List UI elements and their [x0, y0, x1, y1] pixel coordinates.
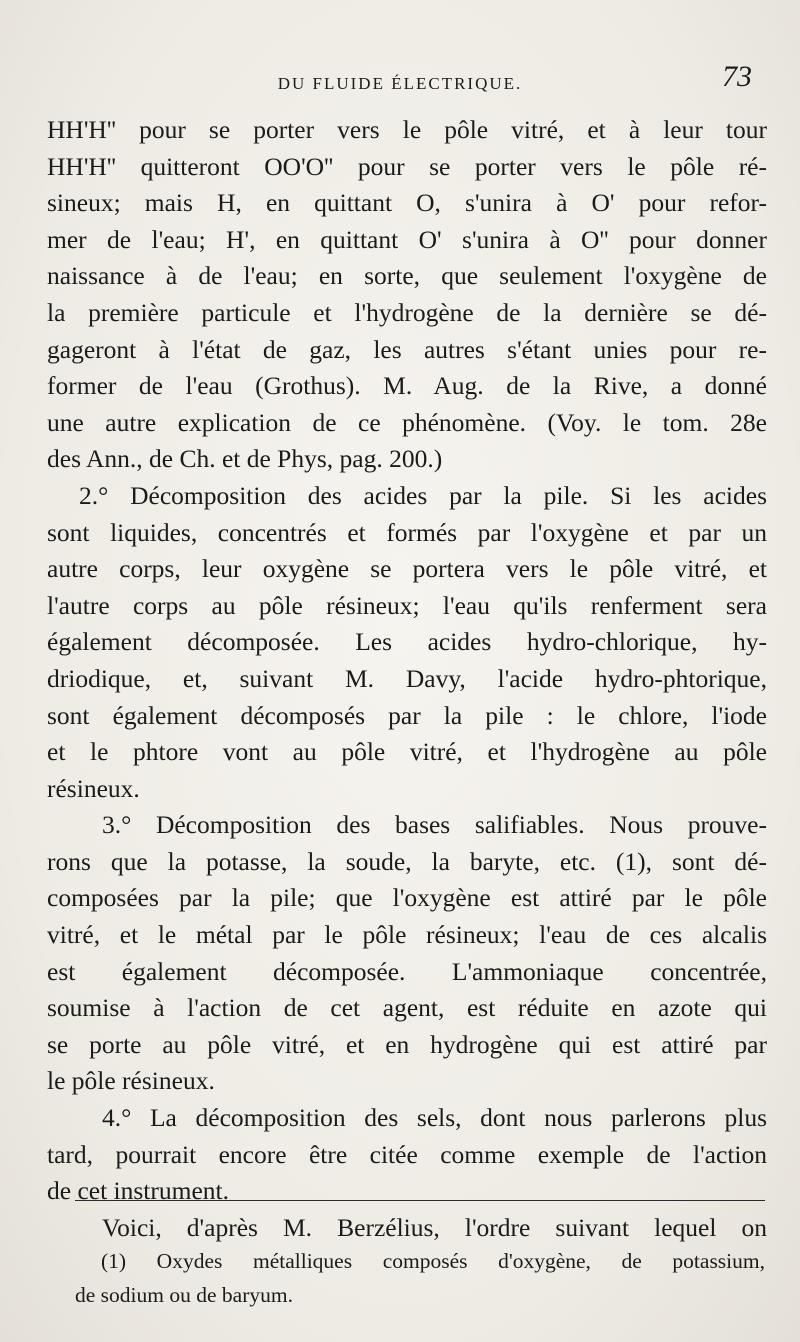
- footnote: [75, 1244, 765, 1312]
- text-line: la première particule et l'hydrogène de la dernière se dé-: [47, 297, 767, 327]
- text-line: autre corps, leur oxygène se portera vers le pôle vitré, et: [47, 554, 767, 584]
- text-line: se porte au pôle vitré, et en hydrogène qui est attiré par: [47, 1029, 767, 1059]
- text-line: soumise à l'action de cet agent, est réduite en azote qui: [47, 993, 767, 1023]
- text-line: driodique, et, suivant M. Davy, l'acide hydro-phtorique,: [47, 663, 767, 693]
- text-line: HH'H'' quitteront OO'O'' pour se porter vers le pôle ré-: [47, 151, 767, 181]
- text-line: et le phtore vont au pôle vitré, et l'hydrogène au pôle: [47, 737, 767, 767]
- text-line: mer de l'eau; H', en quittant O' s'unira à O'' pour donner: [47, 224, 767, 254]
- page-number: 73: [722, 60, 752, 93]
- text-line: Voici, d'après M. Berzélius, l'ordre suivant lequel on: [102, 1212, 767, 1242]
- section-heading-acides: 2.° Décomposition des acides par la pile. Si les acides: [79, 480, 767, 510]
- running-title: DU FLUIDE ÉLECTRIQUE.: [277, 74, 523, 93]
- text-line: résineux.: [47, 773, 140, 803]
- text-line: sont liquides, concentrés et formés par l'oxygène et par un: [47, 517, 767, 547]
- page-header: [40, 60, 760, 100]
- text-line: le pôle résineux.: [47, 1066, 215, 1096]
- footnote-rule: [75, 1200, 765, 1201]
- text-line: est également décomposée. L'ammoniaque concentrée,: [47, 956, 767, 986]
- text-line: sineux; mais H, en quittant O, s'unira à O' pour refor-: [47, 188, 767, 218]
- text-line: une autre explication de ce phénomène. (Voy. le tom. 28e: [47, 407, 767, 437]
- text-line: des Ann., de Ch. et de Phys, pag. 200.): [47, 444, 443, 474]
- text-line: l'autre corps au pôle résineux; l'eau qu'ils renferment sera: [47, 590, 767, 620]
- text-line: former de l'eau (Grothus). M. Aug. de la Rive, a donné: [47, 371, 767, 401]
- text-line: gageront à l'état de gaz, les autres s'étant unies pour re-: [47, 334, 767, 364]
- section-heading-sels: 4.° La décomposition des sels, dont nous parlerons plus: [102, 1103, 767, 1133]
- body-text: [47, 112, 767, 1246]
- text-line: de cet instrument.: [47, 1176, 229, 1206]
- text-line: naissance à de l'eau; en sorte, que seulement l'oxygène de: [47, 261, 767, 291]
- text-line: rons que la potasse, la soude, la baryte, etc. (1), sont dé-: [47, 846, 767, 876]
- text-line: sont également décomposés par la pile : le chlore, l'iode: [47, 700, 767, 730]
- text-line: tard, pourrait encore être citée comme exemple de l'action: [47, 1139, 767, 1169]
- text-line: également décomposée. Les acides hydro-chlorique, hy-: [47, 627, 767, 657]
- footnote-line: (1) Oxydes métalliques composés d'oxygène, de potassium,: [101, 1249, 765, 1273]
- section-heading-bases: 3.° Décomposition des bases salifiables. Nous prouve-: [102, 810, 767, 840]
- text-line: HH'H'' pour se porter vers le pôle vitré, et à leur tour: [47, 115, 767, 144]
- text-line: composées par la pile; que l'oxygène est attiré par le pôle: [47, 883, 767, 913]
- text-line: vitré, et le métal par le pôle résineux; l'eau de ces alcalis: [47, 920, 767, 950]
- footnote-line: de sodium ou de baryum.: [75, 1283, 293, 1307]
